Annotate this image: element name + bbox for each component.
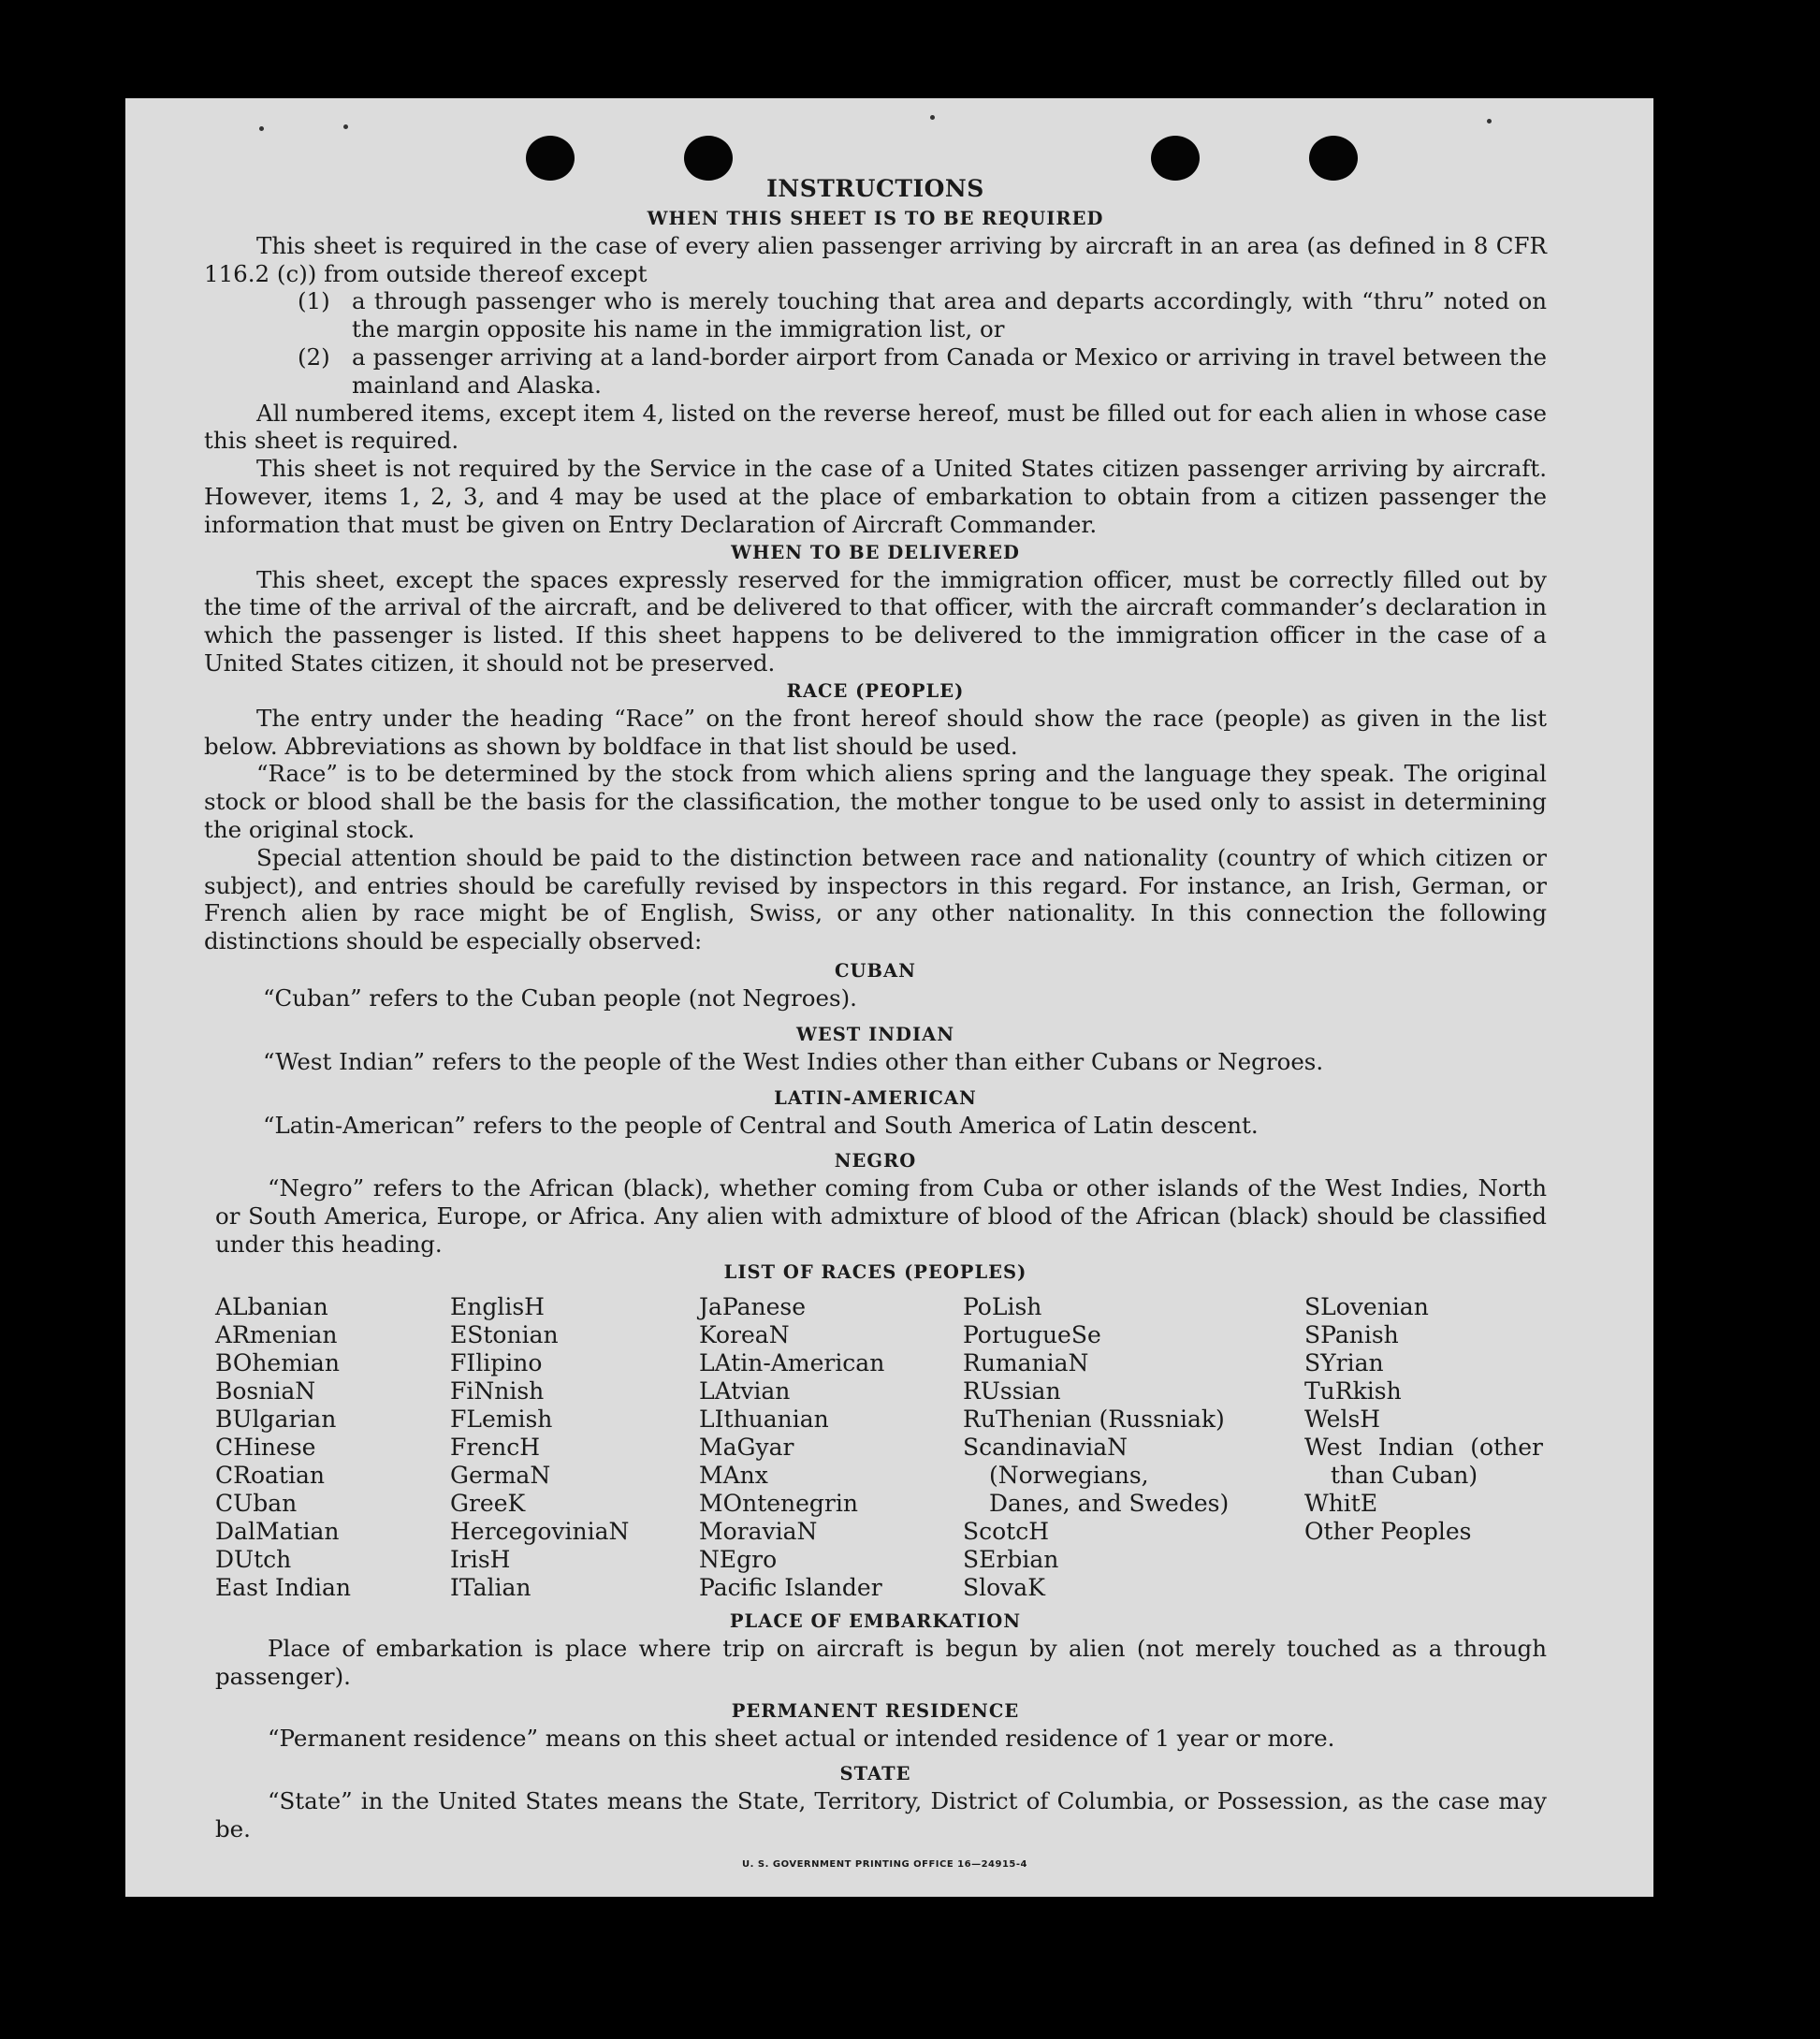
- race-entry: GermaN: [450, 1461, 551, 1489]
- section-heading: RACE (PEOPLE): [786, 679, 965, 702]
- race-entry: PoLish: [963, 1292, 1042, 1320]
- race-entry: CUban: [215, 1489, 298, 1517]
- speck: [930, 115, 935, 120]
- race-entry: DalMatian: [215, 1517, 340, 1545]
- race-entry: FiNnish: [450, 1376, 545, 1405]
- race-entry: DUtch: [215, 1545, 292, 1573]
- item-text: a through passenger who is merely touching that area and departs accordingly, with “thru” noted on the margin opposite his name in the immigration list, or: [352, 287, 1547, 343]
- paragraph: Place of embarkation is place where trip on aircraft is begun by alien (not merely touched as a through passenger).: [215, 1634, 1547, 1690]
- race-entry: BUlgarian: [215, 1405, 337, 1433]
- race-entry: BOhemian: [215, 1348, 340, 1376]
- race-entry: SLovenian: [1304, 1292, 1429, 1320]
- race-entry: LAtvian: [699, 1376, 791, 1405]
- definition-heading: NEGRO: [834, 1150, 917, 1172]
- definition-text: “Latin-American” refers to the people of Central and South America of Latin descent.: [263, 1111, 1259, 1139]
- instructions-content: [204, 175, 1547, 1878]
- punch-hole: [526, 136, 575, 181]
- paragraph: All numbered items, except item 4, listed on the reverse hereof, must be filled out for each alien in whose case this sheet is required.: [204, 399, 1547, 455]
- race-entry: EStonian: [450, 1320, 559, 1348]
- races-column: [699, 1293, 963, 1602]
- definition-heading: LATIN-AMERICAN: [774, 1086, 977, 1109]
- race-entry: RUssian: [963, 1376, 1061, 1405]
- race-entry: JaPanese: [699, 1292, 807, 1320]
- races-heading: LIST OF RACES (PEOPLES): [723, 1260, 1027, 1283]
- race-entry: FLemish: [450, 1405, 553, 1433]
- race-entry: SPanish: [1304, 1320, 1399, 1348]
- race-entry: WelsH: [1304, 1405, 1381, 1433]
- printer-imprint: U. S. GOVERNMENT PRINTING OFFICE 16—24915-4: [742, 1858, 1027, 1870]
- race-entry: PortugueSe: [963, 1320, 1101, 1348]
- paragraph: This sheet, except the spaces expressly reserved for the immigration officer, must be correctly filled out by the time of the arrival of the aircraft, and be delivered to that officer, with the aircraft commander’s declaration in which the passenger is listed. If this sheet happens to be delivered to the immigration officer in the case of a United States citizen, it should not be preserved.: [204, 565, 1547, 677]
- race-entry: MOntenegrin: [699, 1489, 858, 1517]
- race-entry: GreeK: [450, 1489, 526, 1517]
- races-column: [215, 1293, 450, 1602]
- race-entry: LAtin-American: [699, 1348, 885, 1376]
- races-column: [450, 1293, 699, 1602]
- race-entry: ScandinaviaN (Norwegians, Danes, and Swedes): [963, 1433, 1230, 1517]
- section-heading: WHEN TO BE DELIVERED: [731, 541, 1020, 563]
- race-entry: KoreaN: [699, 1320, 790, 1348]
- race-entry: RumaniaN: [963, 1348, 1089, 1376]
- race-entry: West Indian (other than Cuban): [1304, 1433, 1543, 1489]
- race-entry: MaGyar: [699, 1433, 794, 1461]
- race-entry: NEgro: [699, 1545, 778, 1573]
- page-title: INSTRUCTIONS: [766, 175, 984, 202]
- punch-hole: [1151, 136, 1200, 181]
- paragraph: “Permanent residence” means on this sheet actual or intended residence of 1 year or more.: [268, 1725, 1335, 1753]
- races-column: [1304, 1293, 1543, 1602]
- item-number: (2): [298, 342, 330, 371]
- speck: [1487, 119, 1492, 124]
- section-heading: WHEN THIS SHEET IS TO BE REQUIRED: [647, 207, 1104, 229]
- race-entry: ARmenian: [215, 1320, 338, 1348]
- section-heading: STATE: [839, 1763, 911, 1785]
- item-text: a passenger arriving at a land-border airport from Canada or Mexico or arriving in travel between the mainland and Alaska.: [352, 342, 1547, 399]
- race-entry: SYrian: [1304, 1348, 1384, 1376]
- speck: [259, 126, 264, 131]
- punch-hole: [684, 136, 733, 181]
- race-entry: FIlipino: [450, 1348, 543, 1376]
- race-entry: CRoatian: [215, 1461, 325, 1489]
- race-entry: Other Peoples: [1304, 1517, 1472, 1545]
- race-entry: MAnx: [699, 1461, 768, 1489]
- race-entry: MoraviaN: [699, 1517, 818, 1545]
- race-entry: TuRkish: [1304, 1376, 1402, 1405]
- race-entry: RuThenian (Russniak): [963, 1405, 1225, 1433]
- definition-text: “West Indian” refers to the people of the West Indies other than either Cubans or Negroes.: [263, 1047, 1324, 1075]
- speck: [343, 124, 348, 129]
- race-entry: IrisH: [450, 1545, 511, 1573]
- paragraph: The entry under the heading “Race” on the front hereof should show the race (people) as given in the list below. Abbreviations as shown by boldface in that list should be used.: [204, 704, 1547, 760]
- race-entry: SlovaK: [963, 1573, 1045, 1601]
- paragraph: “Race” is to be determined by the stock from which aliens spring and the language they speak. The original stock or blood shall be the basis for the classification, the mother tongue to be used only to assist in determining the original stock.: [204, 760, 1547, 843]
- race-entry: ITalian: [450, 1573, 531, 1601]
- definition-text: “Cuban” refers to the Cuban people (not Negroes).: [263, 983, 857, 1012]
- races-list: [215, 1293, 1547, 1602]
- race-entry: EnglisH: [450, 1292, 545, 1320]
- races-column: [963, 1293, 1234, 1602]
- race-entry: FrencH: [450, 1433, 540, 1461]
- paragraph: This sheet is not required by the Service in the case of a United States citizen passenger arriving by aircraft. However, items 1, 2, 3, and 4 may be used at the place of embarkation to obtain from a citizen passenger the information that must be given on Entry Declaration of Aircraft Commander.: [204, 455, 1547, 538]
- race-entry: HercegoviniaN: [450, 1517, 630, 1545]
- race-entry: Pacific Islander: [699, 1573, 882, 1601]
- race-entry: SErbian: [963, 1545, 1059, 1573]
- document-sheet: [125, 98, 1653, 1897]
- definition-heading: WEST INDIAN: [795, 1023, 955, 1045]
- list-item: [298, 287, 1547, 343]
- race-entry: LIthuanian: [699, 1405, 829, 1433]
- race-entry: East Indian: [215, 1573, 351, 1601]
- race-entry: ALbanian: [215, 1292, 328, 1320]
- section-heading: PLACE OF EMBARKATION: [729, 1609, 1022, 1632]
- definition-text: “Negro” refers to the African (black), whether coming from Cuba or other islands of the West Indies, North or South America, Europe, or Africa. Any alien with admixture of blood of the African (black) should be classified under this heading.: [215, 1174, 1547, 1258]
- section-heading: PERMANENT RESIDENCE: [731, 1700, 1020, 1723]
- race-entry: WhitE: [1304, 1489, 1378, 1517]
- race-entry: ScotcH: [963, 1517, 1050, 1545]
- race-entry: BosniaN: [215, 1376, 316, 1405]
- race-entry: CHinese: [215, 1433, 316, 1461]
- list-item: [298, 343, 1547, 400]
- paragraph: This sheet is required in the case of every alien passenger arriving by aircraft in an area (as defined in 8 CFR 116.2 (c)) from outside thereof except: [204, 231, 1547, 287]
- paragraph: “State” in the United States means the State, Territory, District of Columbia, or Possession, as the case may be.: [215, 1787, 1547, 1842]
- item-number: (1): [298, 287, 330, 315]
- paragraph: Special attention should be paid to the distinction between race and nationality (country of which citizen or subject), and entries should be carefully revised by inspectors in this regard. For instance, an Irish, German, or French alien by race might be of English, Swiss, or any other nationality. In this connection the following distinctions should be especially observed:: [204, 843, 1547, 955]
- definition-heading: CUBAN: [835, 959, 916, 982]
- punch-hole: [1309, 136, 1358, 181]
